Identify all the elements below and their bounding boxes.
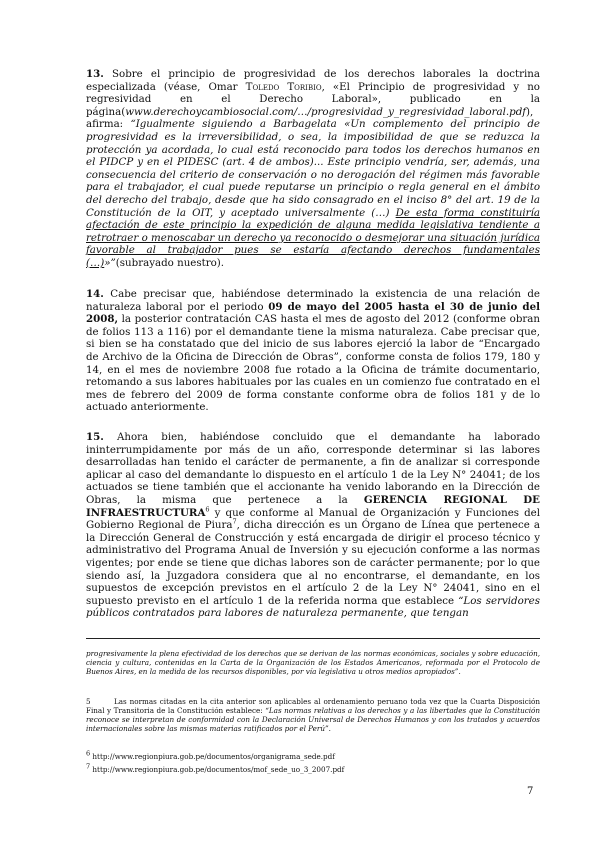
paragraph-15: 15. Ahora bien, habiéndose concluido que el demandante ha laborado ininterrumpidamente por más de un año, corresponde determinar si las labores desarrolladas han tenido el carácter de permanente, a fin de analizar si corresponde aplicar al caso del demandante lo dispuesto en el artículo 1 de la Ley N° 24041; de los actuados se tiene también que el accionante ha venido laborando en la Dirección de Obras, la misma que pertenece a la GERENCIA REGIONAL DE INFRAESTRUCTURA$^6$ y que conforme al Manual de Organización y Funciones del Gobierno Regional de Piura$^7$, dicha dirección es un Órgano de Línea que pertenece a la Dirección General de Construcción y está encargada de dirigir el proceso técnico y administrativo del Programa Anual de Inversión y su ejecución conforme a las normas vigentes; por ende se tiene que dichas labores son de carácter permanente; por lo que siendo así, la Juzgadora considera que al no encontrarse, el demandante, en los supuestos de excepción previstos en el artículo 2 de la Ley N° 24041, sino en el supuesto previsto en el artículo 1 de la referida norma que establece “Los servidores públicos contratados para labores de naturaleza permanente, que tengan	[86, 431, 540, 620]
cited-url: www.derechoycambiosocial.com/…/progresividad_y_regresividad_laboral.pdf	[125, 105, 527, 118]
footnote-6	[86, 749, 540, 761]
footnote-number: 6	[86, 749, 91, 758]
footnote-url: http://www.regionpiura.gob.pe/documentos/organigrama_sede.pdf	[90, 752, 335, 761]
page-number: 7	[527, 786, 534, 797]
footnote-url: http://www.regionpiura.gob.pe/documentos/mof_sede_uo_3_2007.pdf	[90, 765, 345, 774]
paragraph-number: 13.	[86, 68, 104, 80]
footnote-number: 7	[86, 762, 91, 771]
footnote-5: 5 Las normas citadas en la cita anterior son aplicables al ordenamiento peruano toda vez que la Cuarta Disposición Final y Transitoria de la Constitución establece: “Las normas relativas a los derechos y a las libertades que la Constitución reconoce se interpretan de conformidad con la Declaración Universal de Derechos Humanos y con los tratados y acuerdos internacionales sobre las mismas materias ratificados por el Perú”.	[86, 697, 540, 734]
employment-period: 09 de mayo del 2005 hasta el 30 de junio del 2008,	[86, 300, 541, 326]
paragraph-number: 15.	[86, 431, 104, 443]
paragraph-14: 14. Cabe precisar que, habiéndose determinado la existencia de una relación de naturaleza laboral por el periodo 09 de mayo del 2005 hasta el 30 de junio del 2008, la posterior contratación CAS hasta el mes de agosto del 2012 (conforme obran de folios 113 a 116) por el demandante tiene la misma naturaleza. Cabe precisar que, si bien se ha constatado que del inicio de sus labores ejerció la labor de “Encargado de Archivo de la Oficina de Dirección de Obras”, conforme consta de folios 179, 180 y 14, en el mes de noviembre 2008 fue rotado a la Oficina de trámite documentario, retomando a sus labores habituales por las cuales en un comienzo fue contratado en el mes de febrero del 2009 de forma constante conforme obra de folios 181 y de lo actuado anteriormente.	[86, 288, 541, 414]
footnote-ref-6: 6	[205, 505, 210, 514]
footnote-4-continuation: progresivamente la plena efectividad de los derechos que se derivan de las normas económicas, sociales y sobre educación, ciencia y cultura, contenidas en la Carta de la Organización de los Estados Americanos, reformada por el Protocolo de Buenos Aires, en la medida de los recursos disponibles, por vía legislativa u otros medios apropiados”.	[86, 649, 540, 677]
paragraph-13: 13. Sobre el principio de progresividad de los derechos laborales la doctrina especializada (véase, Omar Toledo Toribio, «El Principio de progresividad y no regresividad en el Derecho Laboral», publicado en la página(www.derechoycambiosocial.com/…/progresividad_y_regresividad_laboral.pdf), afirma: “Igualmente siguiendo a Barbagelata «Un complemento del principio de progresividad es la irreversibilidad, o sea, la imposibilidad de que se reduzca la protección ya acordada, lo cual está reconocido para todos los derechos humanos en el PIDCP y en el PIDESC (art. 4 de ambos)... Este principio vendría, ser, además, una consecuencia del criterio de conservación o no derogación del régimen más favorable para el trabajador, el cual puede reputarse un principio o regla general en el ámbito del derecho del trabajo, desde que ha sido consagrado en el inciso 8° del art. 19 de la Constitución de la OIT, y aceptado universalmente (…) De esta forma constituiría afectación de este principio la expedición de alguna medida legislativa tendiente a retrotraer o menoscabar un derecho ya reconocido o desmejorar una situación jurídica favorable al trabajador pues se estaría afectando derechos fundamentales (…)»”(subrayado nuestro).	[86, 68, 540, 269]
underlined-quote: De esta forma constituiría afectación de este principio la expedición de alguna medida legislativa tendiente a retrotraer o menoscabar un derecho ya reconocido o desmejorar una situación jurídica favorable al trabajador pues se estaría afectando derechos fundamentales (…)	[86, 206, 540, 269]
footnote-7	[86, 762, 540, 774]
doctrine-quote: “Igualmente siguiendo a Barbagelata «Un complemento del principio de progresividad es la irreversibilidad, o sea, la imposibilidad de que se reduzca la protección ya acordada, lo cual está reconocido para todos los derechos humanos en el PIDCP y en el PIDESC (art. 4 de ambos)... Este principio vendría, ser, además, una consecuencia del criterio de conservación o no derogación del régimen más favorable para el trabajador, el cual puede reputarse un principio o regla general en el ámbito del derecho del trabajo, desde que ha sido consagrado en el inciso 8° del art. 19 de la Constitución de la OIT, y aceptado universalmente (…)	[86, 118, 540, 219]
footnote-number: 5	[86, 697, 91, 706]
footnote-ref-7: 7	[232, 517, 237, 526]
footnote-divider	[86, 638, 540, 639]
law-quote: “Los servidores públicos contratados para labores de naturaleza permanente, que tengan	[86, 594, 540, 620]
cited-author: Toledo Toribio	[245, 80, 322, 93]
entity-name: GERENCIA REGIONAL DE INFRAESTRUCTURA	[86, 493, 540, 519]
paragraph-number: 14.	[86, 288, 104, 300]
